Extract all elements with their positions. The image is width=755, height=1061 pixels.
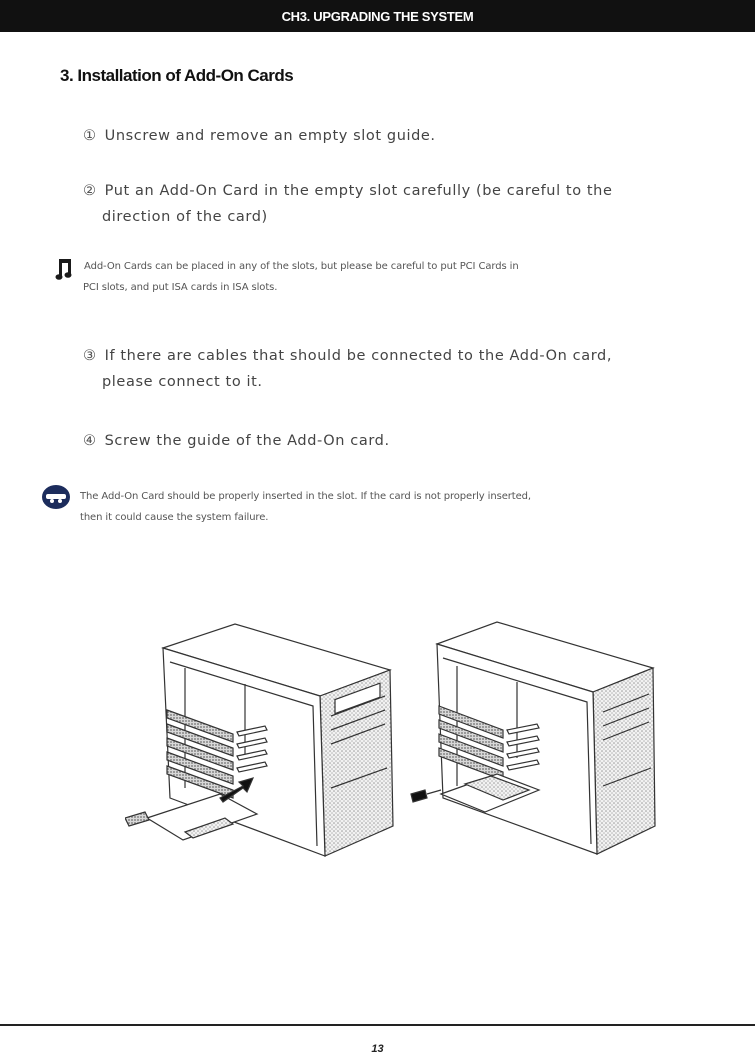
step-1 (83, 123, 436, 149)
step-number: ① (83, 128, 97, 144)
computer-case-illustration (125, 618, 685, 878)
note-text-continued: PCI slots, and put ISA cards in ISA slots. (83, 282, 278, 293)
chapter-header (0, 0, 755, 32)
step-2 (83, 178, 613, 230)
step-number: ④ (83, 433, 97, 449)
step-text: Put an Add-On Card in the empty slot carefully (be careful to the (104, 183, 613, 199)
step-text: Screw the guide of the Add-On card. (104, 433, 390, 449)
chapter-title: CH3. UPGRADING THE SYSTEM (281, 8, 474, 24)
step-number: ② (83, 183, 97, 199)
tip-note (84, 256, 519, 298)
right-case (411, 622, 655, 854)
step-text-continued: please connect to it. (102, 374, 263, 390)
step-number: ③ (83, 348, 97, 364)
note-text-continued: then it could cause the system failure. (80, 512, 269, 523)
step-4 (83, 428, 390, 454)
step-text: Unscrew and remove an empty slot guide. (104, 128, 436, 144)
note-text: The Add-On Card should be properly inserted in the slot. If the card is not properly inserted, (80, 491, 531, 502)
footer-divider (0, 1024, 755, 1026)
music-note-icon (55, 258, 75, 282)
step-text-continued: direction of the card) (102, 209, 268, 225)
warning-note (80, 486, 531, 528)
step-3 (83, 343, 612, 395)
left-case (125, 624, 393, 856)
page-number: 13 (371, 1043, 384, 1055)
caution-icon (41, 484, 71, 510)
section-title: 3. Installation of Add-On Cards (60, 66, 294, 85)
note-text: Add-On Cards can be placed in any of the slots, but please be careful to put PCI Cards in (84, 261, 519, 272)
step-text: If there are cables that should be connected to the Add-On card, (104, 348, 613, 364)
